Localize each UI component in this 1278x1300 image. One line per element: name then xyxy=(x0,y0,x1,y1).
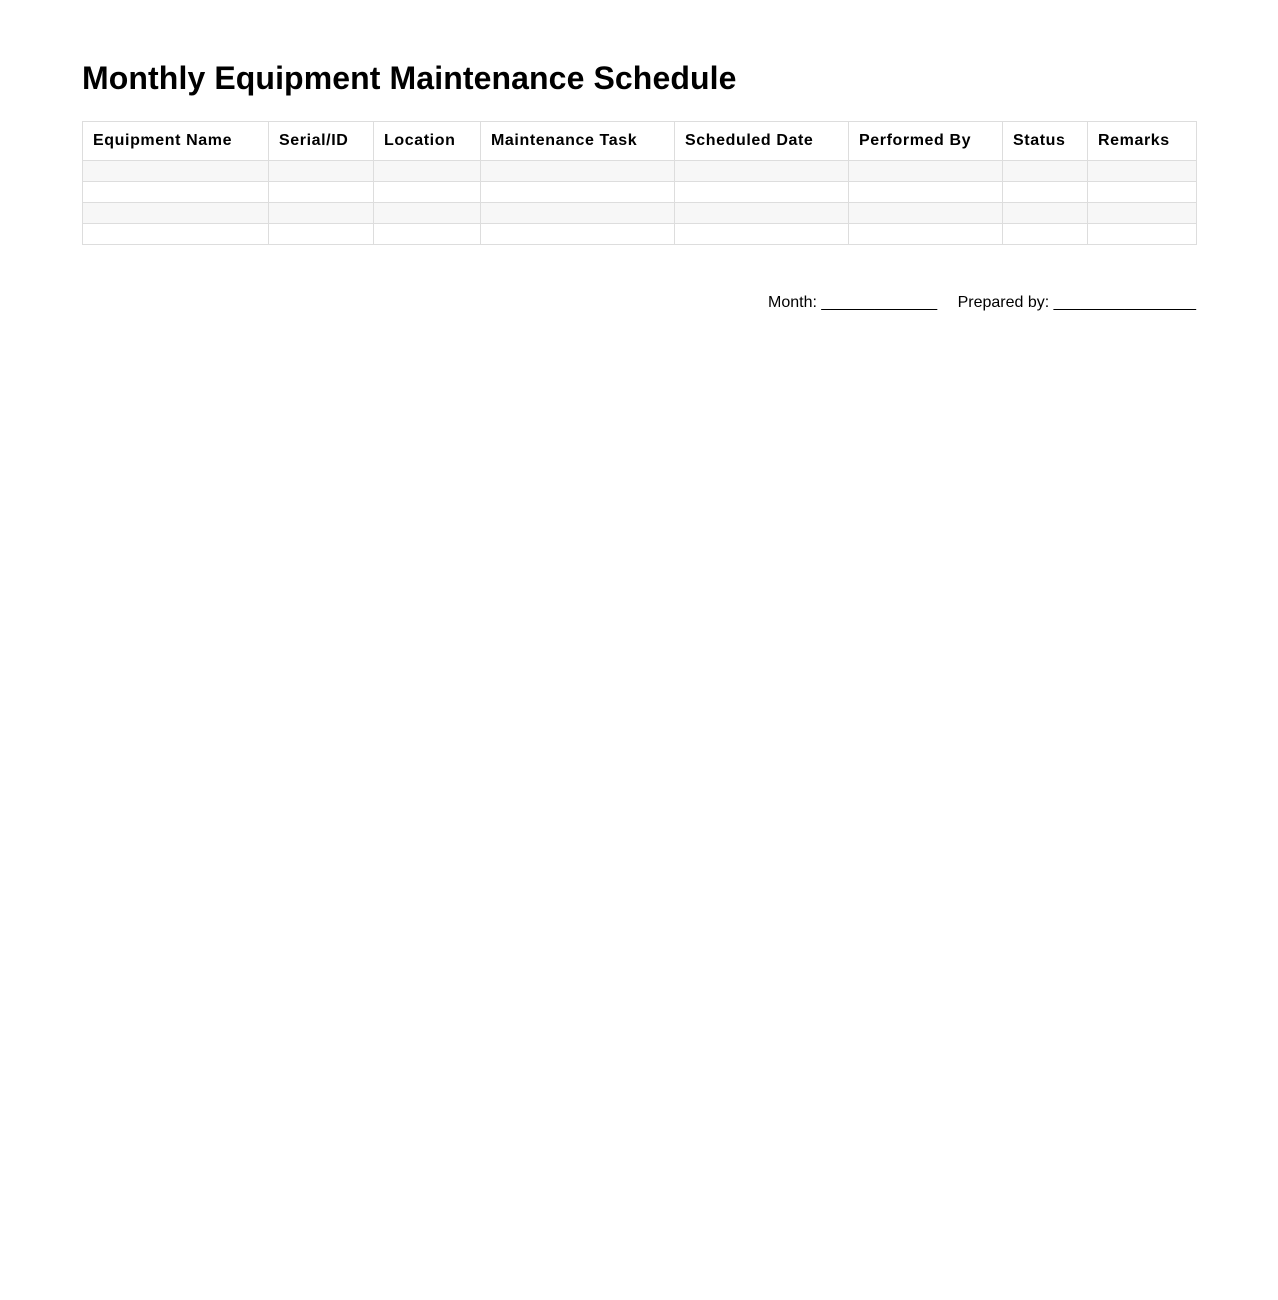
table-row xyxy=(83,161,1197,182)
table-cell xyxy=(374,224,481,245)
table-cell xyxy=(1003,224,1088,245)
table-cell xyxy=(374,161,481,182)
table-row xyxy=(83,203,1197,224)
table-cell xyxy=(1003,161,1088,182)
table-cell xyxy=(1003,203,1088,224)
table-cell xyxy=(269,182,374,203)
column-header-performed-by: Performed By xyxy=(849,122,1003,161)
month-field xyxy=(768,293,937,313)
table-cell xyxy=(374,203,481,224)
table-cell xyxy=(849,182,1003,203)
table-cell xyxy=(269,224,374,245)
table-cell xyxy=(849,203,1003,224)
table-cell xyxy=(1003,182,1088,203)
table-cell xyxy=(83,182,269,203)
table-row xyxy=(83,182,1197,203)
column-header-scheduled-date: Scheduled Date xyxy=(675,122,849,161)
prepared-by-field xyxy=(958,293,1196,313)
table-cell xyxy=(83,161,269,182)
table-cell xyxy=(675,203,849,224)
table-cell xyxy=(849,161,1003,182)
table-cell xyxy=(675,161,849,182)
month-label: Month: xyxy=(768,294,817,311)
table-cell xyxy=(1088,203,1197,224)
document-footer xyxy=(82,293,1196,313)
table-cell xyxy=(269,161,374,182)
column-header-maintenance-task: Maintenance Task xyxy=(481,122,675,161)
table-cell xyxy=(675,182,849,203)
document-page xyxy=(82,56,1196,313)
table-cell xyxy=(1088,224,1197,245)
prepared-by-blank-line: ________________ xyxy=(1053,294,1196,311)
table-cell xyxy=(374,182,481,203)
column-header-status: Status xyxy=(1003,122,1088,161)
prepared-by-label: Prepared by: xyxy=(957,294,1050,311)
table-cell xyxy=(269,203,374,224)
table-cell xyxy=(481,161,675,182)
table-cell xyxy=(481,224,675,245)
column-header-serial-id: Serial/ID xyxy=(269,122,374,161)
column-header-equipment-name: Equipment Name xyxy=(83,122,269,161)
table-cell xyxy=(849,224,1003,245)
table-cell xyxy=(481,182,675,203)
table-cell xyxy=(1088,161,1197,182)
column-header-remarks: Remarks xyxy=(1088,122,1197,161)
table-cell xyxy=(481,203,675,224)
table-row xyxy=(83,224,1197,245)
page-title: Monthly Equipment Maintenance Schedule xyxy=(82,60,737,96)
table-cell xyxy=(1088,182,1197,203)
table-cell xyxy=(83,203,269,224)
table-cell xyxy=(675,224,849,245)
table-header-row xyxy=(83,122,1197,161)
table-cell xyxy=(83,224,269,245)
maintenance-schedule-table xyxy=(82,121,1197,245)
column-header-location: Location xyxy=(374,122,481,161)
month-blank-line: _____________ xyxy=(821,294,938,311)
